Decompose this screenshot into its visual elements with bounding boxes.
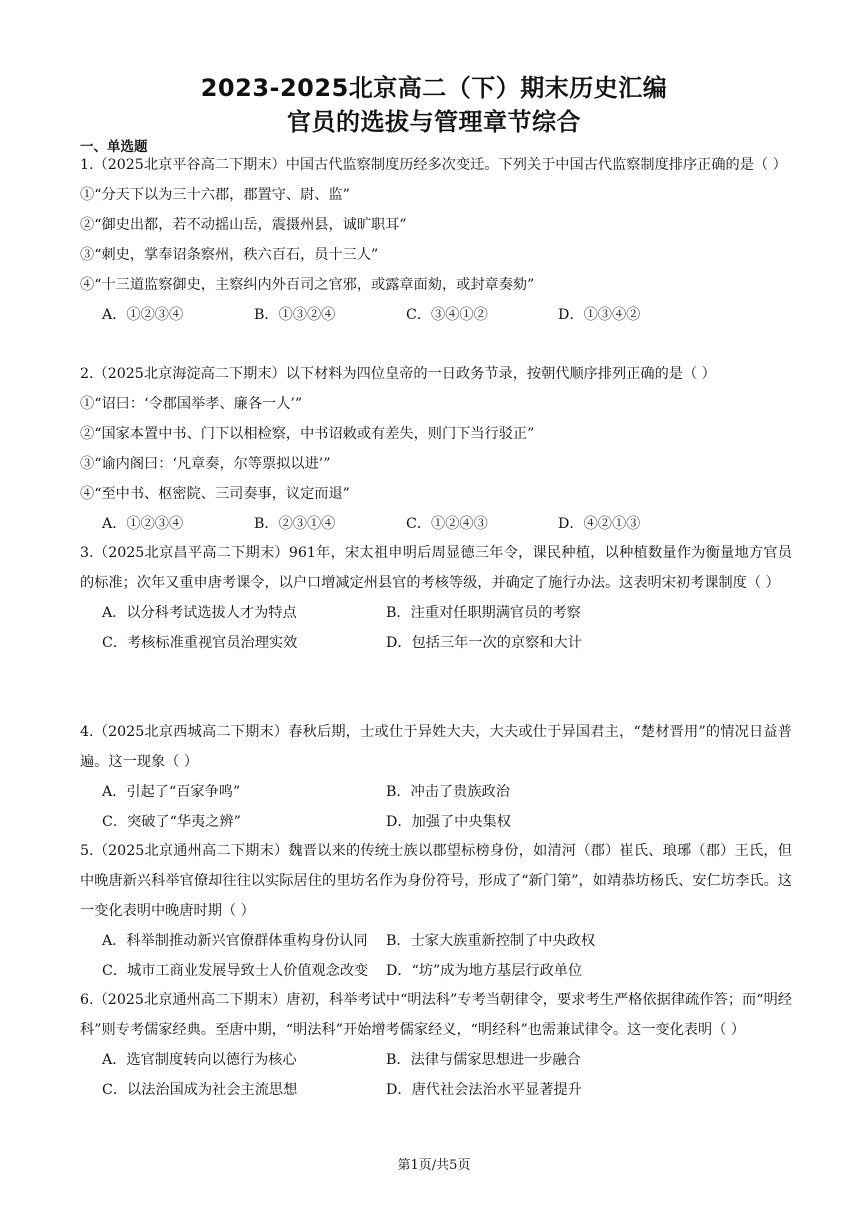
question-4 (80, 717, 792, 837)
page-number: 第1页/共5页 (397, 1158, 471, 1173)
option-a[interactable]: A．选官制度转向以德行为核心 (102, 1052, 297, 1068)
option-c[interactable]: C．突破了“华夷之辨” (102, 814, 241, 830)
question-5 (80, 836, 792, 986)
option-row (80, 807, 792, 837)
option-a[interactable]: A．科举制推动新兴官僚群体重构身份认同 (102, 933, 368, 949)
question-1 (80, 150, 792, 330)
question-item: ③“谕内阁曰：‘凡章奏，尔等票拟以进’” (80, 456, 331, 472)
option-d[interactable]: D．“坊”成为地方基层行政单位 (386, 963, 583, 979)
option-d[interactable]: D．唐代社会法治水平显著提升 (386, 1082, 582, 1098)
question-stem: 1.（2025北京平谷高二下期末）中国古代监察制度历经多次变迁。下列关于中国古代监察制度排序正确的是（ ） (80, 157, 787, 173)
section-heading: 一、单选题 (80, 139, 148, 155)
option-row (80, 926, 792, 956)
option-b[interactable]: B．①③②④ (254, 307, 336, 323)
question-item: ②“御史出都，若不动摇山岳，震摄州县，诚旷职耳” (80, 217, 407, 233)
option-b[interactable]: B．注重对任职期满官员的考察 (386, 605, 581, 621)
question-item: ④“至中书、枢密院、三司奏事，议定而退” (80, 486, 350, 502)
option-a[interactable]: A．以分科考试选拔人才为特点 (102, 605, 297, 621)
option-d[interactable]: D．包括三年一次的京察和大计 (386, 635, 582, 651)
option-c[interactable]: C．以法治国成为社会主流思想 (102, 1082, 298, 1098)
option-b[interactable]: B．法律与儒家思想进一步融合 (386, 1052, 581, 1068)
option-c[interactable]: C．③④①② (406, 307, 488, 323)
question-stem: 6.（2025北京通州高二下期末）唐初，科举考试中“明法科”专考当朝律令，要求考生严格依据律疏作答；而“明经科”则专考儒家经典。至唐中期，“明法科”开始增考儒家经义，“明经科”也需兼试律令。这一变化表明（ ） (80, 992, 792, 1038)
option-a[interactable]: A．①②③④ (102, 307, 184, 323)
question-stem: 2.（2025北京海淀高二下期末）以下材料为四位皇帝的一日政务节录，按朝代顺序排列正确的是（ ） (80, 366, 716, 382)
option-c[interactable]: C．考核标准重视官员治理实效 (102, 635, 298, 651)
option-row (80, 777, 792, 807)
question-item: ④“十三道监察御史，主察纠内外百司之官邪，或露章面劾，或封章奏劾” (80, 277, 535, 293)
question-stem: 3.（2025北京昌平高二下期末）961年，宋太祖申明后周显德三年令，课民种植，以种植数量作为衡量地方官员的标准；次年又重申唐考课令，以户口增减定州县官的考核等级，并确定了施行办法。这表明宋初考课制度（ ） (80, 545, 792, 591)
option-row (80, 1075, 792, 1105)
option-c[interactable]: C．城市工商业发展导致士人价值观念改变 (102, 963, 369, 979)
question-item: ①“分天下以为三十六郡，郡置守、尉、监” (80, 187, 350, 203)
document-subtitle: 官员的选拔与管理章节综合 (287, 108, 581, 136)
question-stem: 5.（2025北京通州高二下期末）魏晋以来的传统士族以郡望标榜身份，如清河（郡）崔氏、琅琊（郡）王氏，但中晚唐新兴科举官僚却往往以实际居住的里坊名作为身份符号，形成了“新门第”，如靖恭坊杨氏、安仁坊李氏。这一变化表明中晚唐时期（ ） (80, 843, 792, 919)
question-item: ①“诏曰：‘令郡国举孝、廉各一人’” (80, 396, 303, 412)
option-c[interactable]: C．①②④③ (406, 516, 488, 532)
question-2 (80, 359, 792, 539)
option-row (80, 956, 792, 986)
question-6 (80, 985, 792, 1105)
option-d[interactable]: D．加强了中央集权 (386, 814, 511, 830)
option-row (80, 1045, 792, 1075)
option-a[interactable]: A．引起了“百家争鸣” (102, 784, 241, 800)
option-row (80, 598, 792, 628)
option-d[interactable]: D．①③④② (558, 307, 641, 323)
document-title: 2023-2025北京高二（下）期末历史汇编 (200, 74, 668, 102)
question-stem: 4.（2025北京西城高二下期末）春秋后期，士或仕于异姓大夫，大夫或仕于异国君主，“楚材晋用”的情况日益普遍。这一现象（ ） (80, 724, 792, 770)
option-a[interactable]: A．①②③④ (102, 516, 184, 532)
option-b[interactable]: B．冲击了贵族政治 (386, 784, 510, 800)
question-item: ③“刺史，掌奉诏条察州，秩六百石，员十三人” (80, 247, 379, 263)
option-row (80, 509, 792, 539)
option-d[interactable]: D．④②①③ (558, 516, 641, 532)
option-row (80, 628, 792, 658)
question-item: ②“国家本置中书、门下以相检察，中书诏敕或有差失，则门下当行驳正” (80, 426, 535, 442)
option-b[interactable]: B．士家大族重新控制了中央政权 (386, 933, 596, 949)
option-b[interactable]: B．②③①④ (254, 516, 336, 532)
question-3 (80, 538, 792, 658)
option-row (80, 300, 792, 330)
